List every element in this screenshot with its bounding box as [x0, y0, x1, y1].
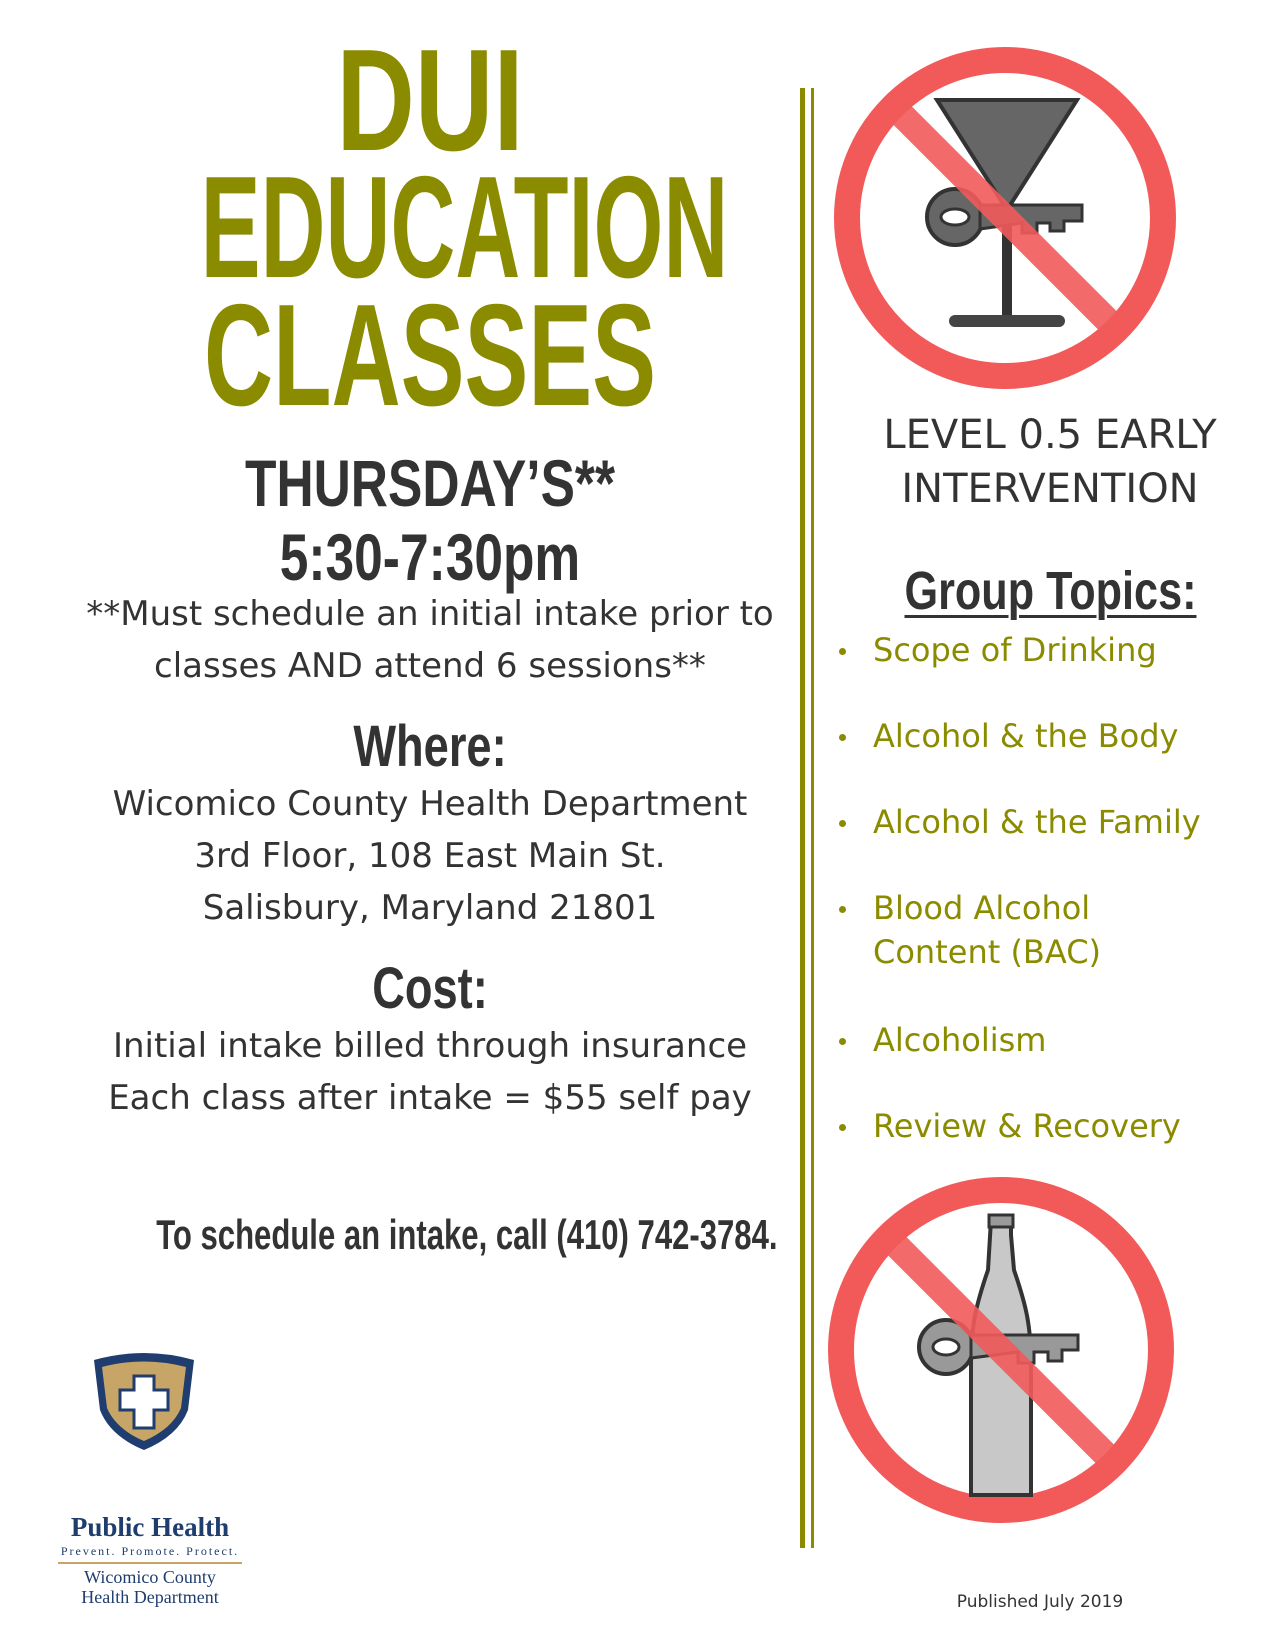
address-line-2: 3rd Floor, 108 East Main St.	[194, 836, 666, 876]
logo-org-line-2: Health Department	[81, 1587, 219, 1607]
cost-heading: Cost:	[372, 956, 488, 1021]
logo-tagline: Prevent. Promote. Protect.	[60, 1544, 240, 1558]
topics-list	[835, 628, 1235, 1148]
topic-item: Scope of Drinking	[835, 628, 1235, 672]
schedule-note	[60, 588, 800, 692]
title-line-2: EDUCATION	[200, 146, 729, 308]
schedule-block	[60, 446, 800, 594]
topics-heading-wrap	[860, 560, 1240, 622]
cost-line-1: Initial intake billed through insurance	[112, 1026, 748, 1066]
cost-details	[60, 1020, 800, 1124]
schedule-note-line-1: **Must schedule an initial intake prior to	[86, 594, 774, 634]
schedule-time: 5:30-7:30pm	[279, 520, 581, 594]
topic-item: Alcohol & the Family	[835, 800, 1235, 844]
schedule-note-line-2: classes AND attend 6 sessions**	[154, 646, 706, 686]
level-line-1: LEVEL 0.5 EARLY	[883, 412, 1217, 458]
published-date: Published July 2019	[956, 1592, 1124, 1612]
title-line-3: CLASSES	[203, 274, 656, 436]
call-to-action-wrap	[60, 1211, 800, 1258]
topic-item: Alcoholism	[835, 1018, 1235, 1062]
title-line-1: DUI	[336, 19, 524, 181]
where-heading-wrap	[60, 714, 800, 779]
level-label	[860, 408, 1240, 516]
call-to-action: To schedule an intake, call (410) 742-3784.	[156, 1211, 778, 1258]
no-drinking-and-driving-bottle-icon	[826, 1175, 1176, 1525]
topic-item: Review & Recovery	[835, 1104, 1235, 1148]
where-address	[60, 778, 800, 934]
logo-divider	[58, 1562, 242, 1564]
topics-heading: Group Topics:	[903, 561, 1196, 621]
address-line-1: Wicomico County Health Department	[112, 784, 748, 824]
where-heading: Where:	[353, 714, 507, 779]
address-line-3: Salisbury, Maryland 21801	[202, 888, 658, 928]
logo-name: Public Health	[70, 1512, 230, 1542]
public-health-shield-logo	[88, 1352, 200, 1452]
logo-org	[50, 1567, 250, 1607]
level-line-2: INTERVENTION	[901, 466, 1199, 512]
cost-line-2: Each class after intake = $55 self pay	[108, 1078, 752, 1118]
schedule-day: THURSDAY’S**	[245, 446, 615, 520]
topic-item: Alcohol & the Body	[835, 714, 1235, 758]
divider-line-thick	[800, 88, 805, 1548]
cost-heading-wrap	[60, 956, 800, 1021]
topic-item: Blood Alcohol Content (BAC)	[835, 886, 1133, 974]
logo-org-line-1: Wicomico County	[84, 1567, 216, 1587]
no-drinking-and-driving-glass-icon	[832, 45, 1178, 391]
divider-line-thin	[811, 88, 814, 1548]
